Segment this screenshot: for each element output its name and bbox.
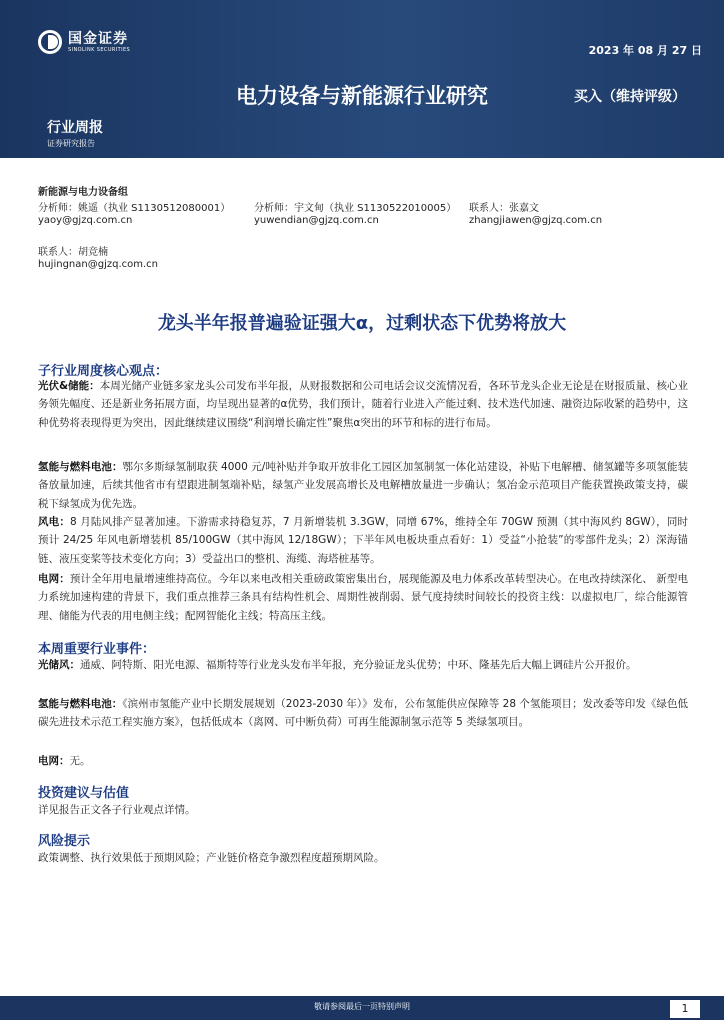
text-pv: 本周光储产业链多家龙头公司发布半年报，从财报数据和公司电话会议交流情况看，各环节龙头企业无论是在财报质量、核心业务领先幅度、还是新业务拓展方面，均呈现出显著的α优势，我们预计，随着行业进入产能过剩、技术迭代加速、融资边际收紧的趋势中，这种优势将表现得更为突出，因此继续建议围绕“利润增长确定性”聚焦α突出的环节和标的进行布局。 [38,380,688,429]
paragraph-invest: 详见报告正文各子行业观点详情。 [38,804,196,816]
analyst-1-email[interactable]: yaoy@gjzq.com.cn [38,215,133,226]
paragraph-event-hydrogen [38,695,688,732]
text-grid: 预计全年用电量增速维持高位。今年以来电改相关重磅政策密集出台，展现能源及电力体系改革转型决心。在电改持续深化、 新型电力系统加速构建的背景下，我们重点推荐三条具有结构性机会、周期性被削弱、景气度持续时间较长的投资主线：以虚拟电厂，综合能源管理、储能为代表的用电侧主线；配网智能化主线；特高压主线。 [38,573,689,622]
paragraph-grid [38,570,688,625]
paragraph-event-pv [38,656,688,674]
analyst-1: 分析师：姚遥（执业 S1130512080001） [38,203,231,214]
contact-2-email[interactable]: hujingnan@gjzq.com.cn [38,259,158,270]
footer-disclaimer[interactable]: 敬请参阅最后一页特别声明 [314,1002,410,1011]
section-core-title: 子行业周度核心观点： [38,364,169,379]
logo-mark-icon [38,30,62,54]
analyst-2: 分析师：宇文甸（执业 S1130522010005） [254,203,457,214]
logo-name-en: SINOLINK SECURITIES [68,46,131,53]
text-wind: 8 月陆风排产显著加速。下游需求持稳复苏，7 月新增装机 3.3GW，同增 67%，维持全年 70GW 预测（其中海风约 8GW），同时预计 24/25 年风电新增装机 85/100GW（其中海风 12/18GW）；下半年风电板块重点看好：1）受益“小抢装”的零部件龙头；2）深海锚链、液压变桨等技术变化方向；3）受益出口的整机、海缆、海塔桩基等。 [38,516,689,565]
rating-badge: 买入（维持评级） [574,89,686,105]
paragraph-risk: 政策调整、执行效果低于预期风险；产业链价格竞争激烈程度超预期风险。 [38,852,385,864]
paragraph-wind [38,513,688,568]
section-invest-title: 投资建议与估值 [38,786,130,801]
text-event-pv: 通威、阿特斯、阳光电源、福斯特等行业龙头发布半年报，充分验证龙头优势；中环、隆基先后大幅上调硅片公开报价。 [80,659,637,671]
page-number: 1 [670,1000,700,1018]
paragraph-hydrogen [38,458,688,513]
label-event-grid: 电网： [38,755,70,767]
banner-background [0,0,724,158]
logo-name-cn: 国金证券 [68,30,128,47]
label-hydrogen: 氢能与燃料电池： [38,461,123,473]
section-events-title: 本周重要行业事件： [38,642,156,657]
analyst-2-email[interactable]: yuwendian@gjzq.com.cn [254,215,379,226]
company-logo [38,30,130,54]
contact-2: 联系人：胡竞楠 [38,247,108,258]
paragraph-event-grid [38,752,688,770]
label-grid: 电网： [38,573,70,585]
label-event-pv: 光储风： [38,659,80,671]
header-banner [0,0,724,158]
analyst-team: 新能源与电力设备组 [38,187,128,198]
report-type: 行业周报 [47,120,103,136]
contact-1-email[interactable]: zhangjiawen@gjzq.com.cn [469,215,603,226]
report-date: 2023 年 08 月 27 日 [588,44,702,57]
label-event-hydrogen: 氢能与燃料电池： [38,698,123,710]
label-wind: 风电： [38,516,71,528]
text-hydrogen: 鄂尔多斯绿氢制取获 4000 元/吨补贴并争取开放非化工园区加氢制氢一体化站建设，补贴下电解槽、储氢罐等多项氢能装备放量加速，后续其他省市有望跟进制氢端补贴，绿氢产业发展高增长及电解槽放量进一步确认；氢冶金示范项目产能获置换政策支持，碳税下绿氢成为优先选。 [38,461,688,510]
paragraph-pv [38,377,688,432]
headline: 龙头半年报普遍验证强大α，过剩状态下优势将放大 [157,313,567,334]
report-subtype: 证券研究报告 [47,139,95,148]
contact-1: 联系人：张嘉文 [469,203,539,214]
section-risk-title: 风险提示 [38,834,91,849]
text-event-grid: 无。 [69,755,91,767]
report-title: 电力设备与新能源行业研究 [236,84,488,108]
text-event-hydrogen: 《滨州市氢能产业中长期发展规划（2023-2030 年）》发布，公布氢能供应保障等 28 个氢能项目；发改委等印发《绿色低碳先进技术示范工程实施方案》，包括低成本（离网、可中断负荷）可再生能源制氢示范等 5 类绿氢项目。 [38,698,689,729]
label-pv: 光伏&储能： [38,380,100,392]
